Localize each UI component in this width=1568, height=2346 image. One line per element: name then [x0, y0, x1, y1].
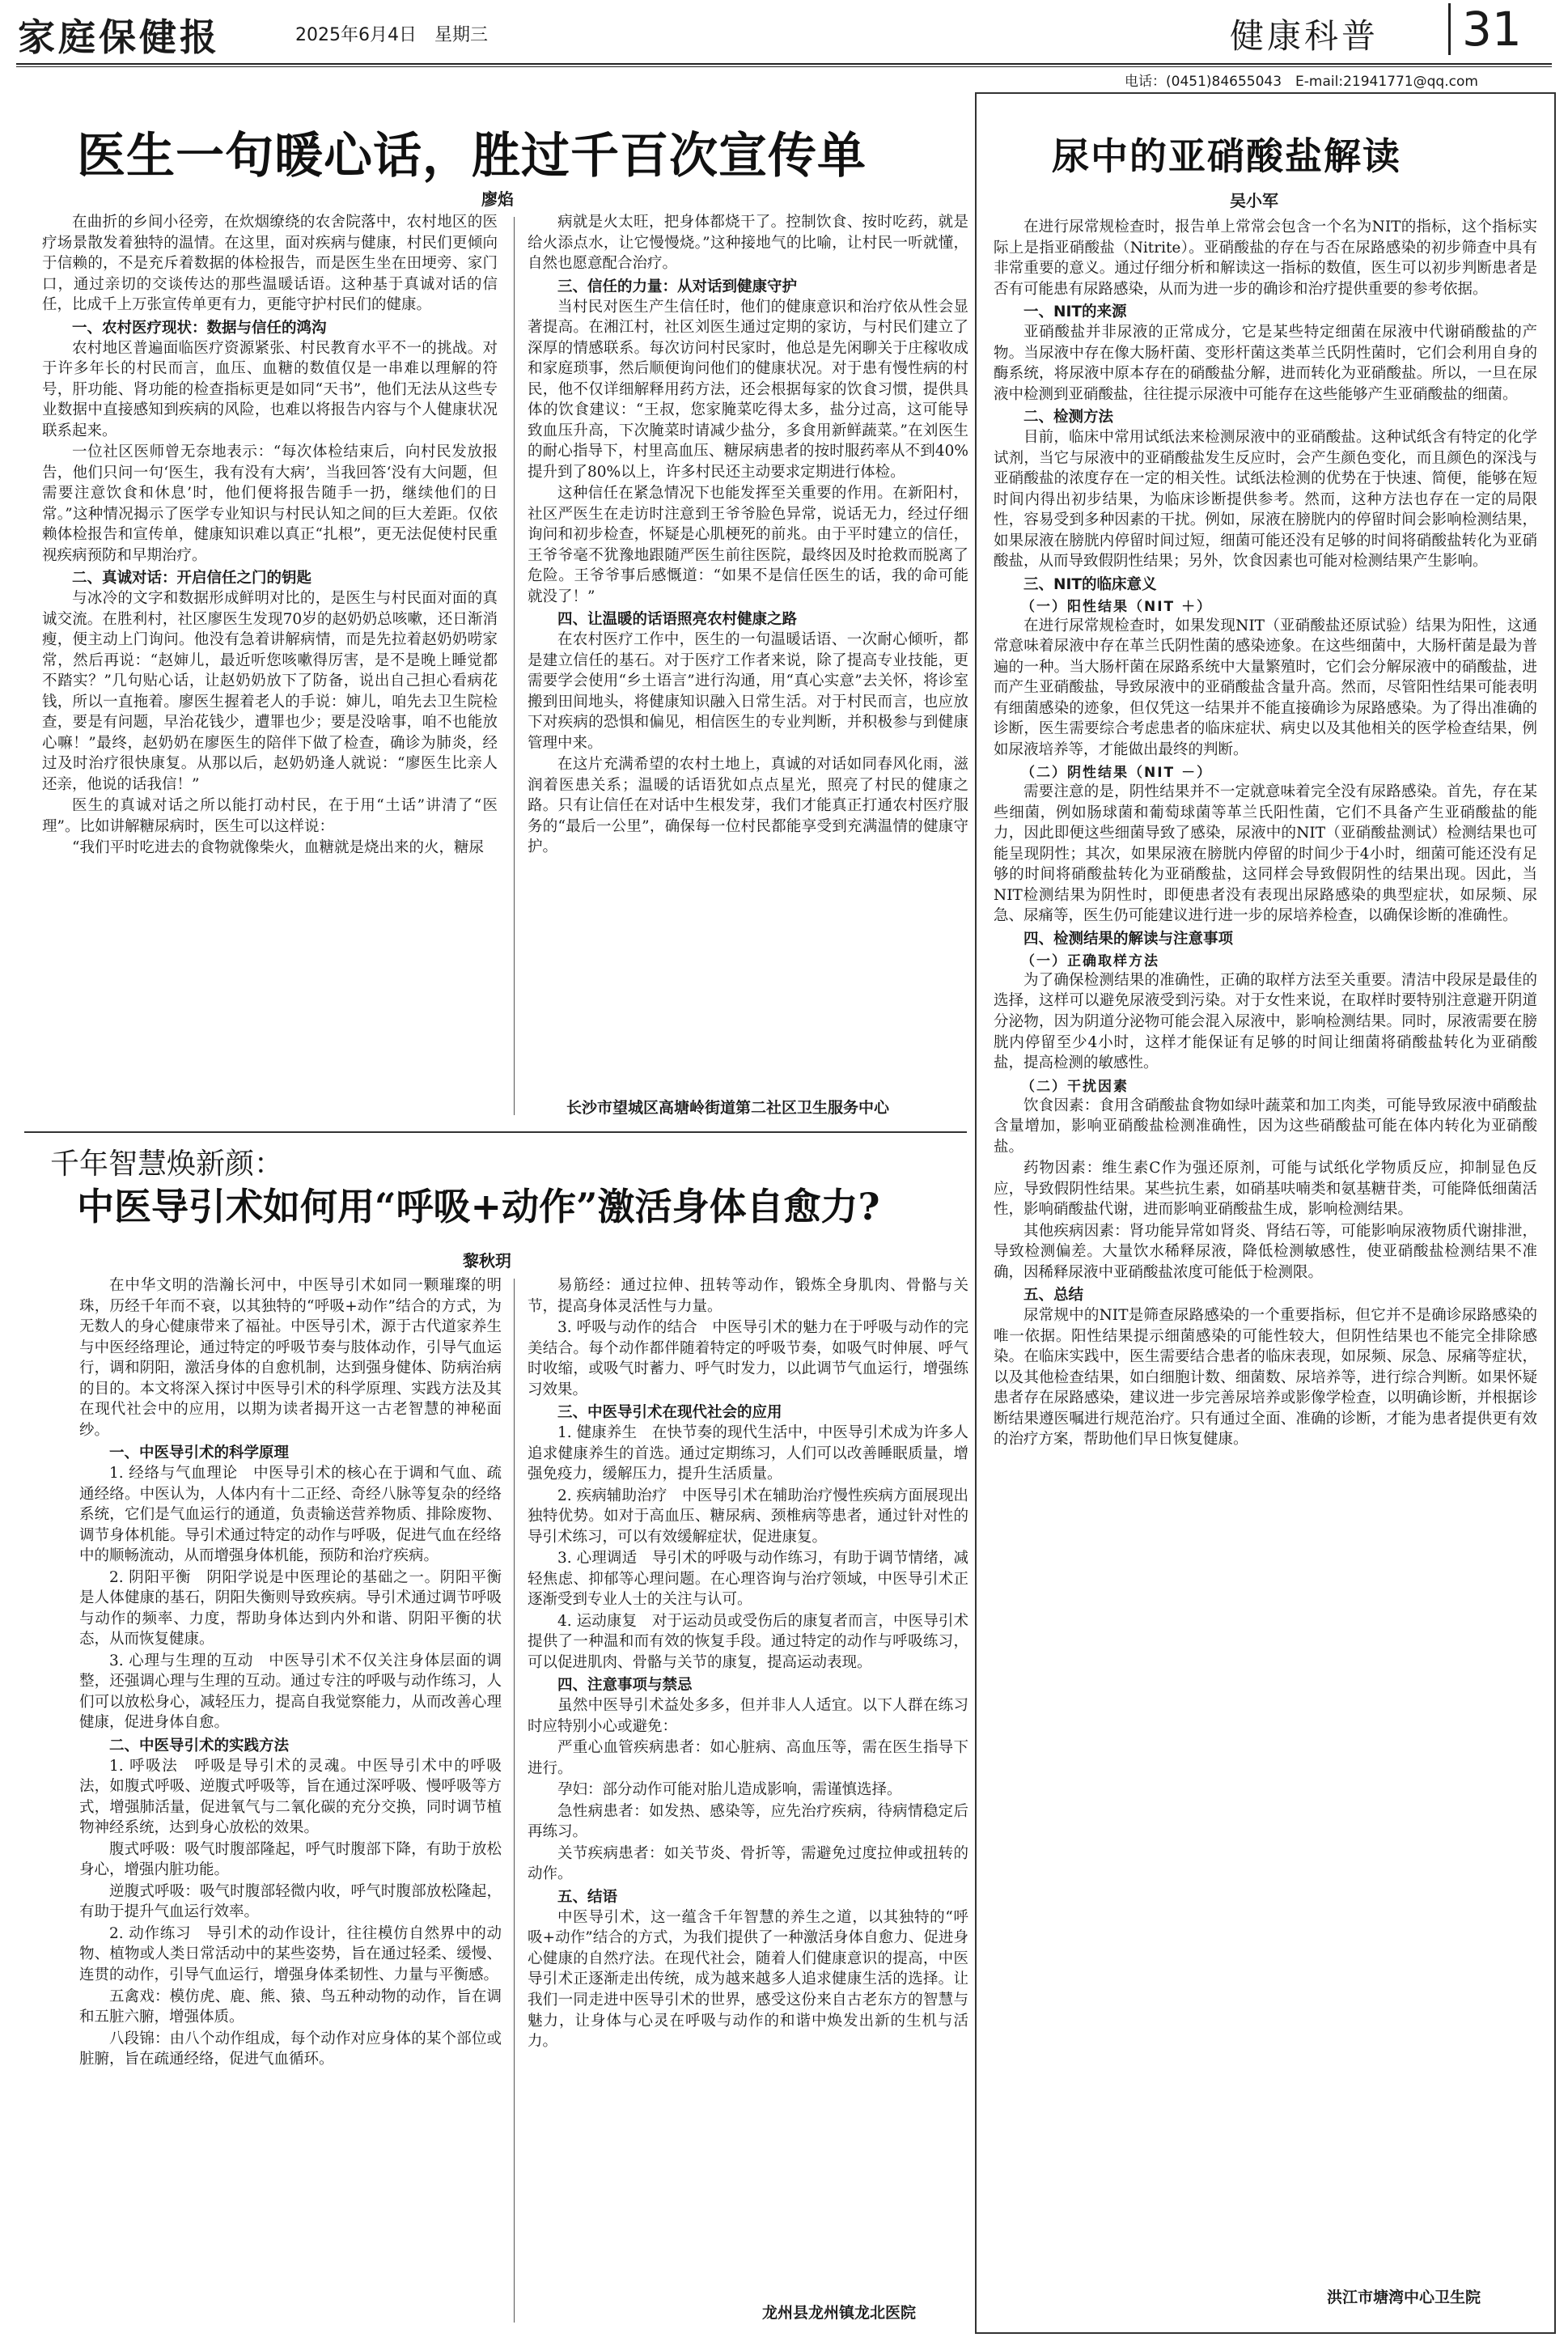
- paragraph: 五禽戏：模仿虎、鹿、熊、猿、鸟五种动物的动作，旨在调和五脏六腑，增强体质。: [79, 1988, 502, 2026]
- section-heading: （二）阴性结果（NIT －）: [1021, 765, 1213, 782]
- paragraph: 2. 动作练习 导引术的动作设计，往往模仿自然界中的动物、植物或人类日常活动中的某些姿势，旨在通过轻柔、缓慢、连贯的动作，引导气血运行，增强身体柔韧性、力量与平衡感。: [79, 1924, 502, 1983]
- paragraph: 目前，临床中常用试纸法来检测尿液中的亚硝酸盐。这种试纸含有特定的化学试剂，当它与尿液中的亚硝酸盐发生反应时，会产生颜色变化，而且颜色的深浅与亚硝酸盐的浓度存在一定的相关性。试纸法检测的优势在于快速、简便，能够在短时间内得出初步结果，为临床诊断提供参考。然而，这种方法也存在一定的局限性，容易受到多种因素的干扰。例如，尿液在膀胱内的停留时间会影响检测结果，如果尿液在膀胱内停留时间过短，细菌可能还没有足够的时间将硝酸盐转化为亚硝酸盐，从而导致假阴性结果；另外，饮食因素也可能对检测结果产生影响。: [994, 429, 1537, 571]
- paragraph: 严重心血管疾病患者：如心脏病、高血压等，需在医生指导下进行。: [528, 1739, 968, 1777]
- paragraph: 其他疾病因素：肾功能异常如肾炎、肾结石等，可能影响尿液物质代谢排泄，导致检测偏差。大量饮水稀释尿液，降低检测敏感性，使亚硝酸盐检测结果不准确，因稀释尿液中亚硝酸盐浓度可能低于检测限。: [994, 1222, 1537, 1281]
- section-heading: 二、检测方法: [1023, 409, 1114, 426]
- paragraph: 需要注意的是，阴性结果并不一定就意味着完全没有尿路感染。首先，存在某些细菌，例如肠球菌和葡萄球菌等革兰氏阳性菌，它们不具备产生亚硝酸盐的能力，因此即便这些细菌导致了感染，尿液中的NIT（亚硝酸盐测试）检测结果也可能呈现阴性；其次，如果尿液在膀胱内停留的时间少于4小时，细菌可能还没有足够的时间将硝酸盐转化为亚硝酸盐，这同样会导致假阴性的结果出现。因此，当NIT检测结果为阴性时，即便患者没有表现出尿路感染的典型症状，如尿频、尿急、尿痛等，医生仍可能建议进行进一步的尿培养检查，以确保诊断的准确性。: [994, 783, 1537, 925]
- article3-title: 尿中的亚硝酸盐解读: [1052, 134, 1401, 178]
- paragraph: 饮食因素：食用含硝酸盐食物如绿叶蔬菜和加工肉类，可能导致尿液中硝酸盐含量增加，影响亚硝酸盐检测准确性，因为这些硝酸盐可能在体内转化为亚硝酸盐。: [994, 1097, 1537, 1156]
- article1-author: 廖焰: [481, 189, 514, 209]
- issue-date: 2025年6月4日 星期三: [295, 25, 488, 45]
- section-heading: 四、让温暖的话语照亮农村健康之路: [557, 611, 798, 629]
- section-heading: （二）干扰因素: [1021, 1078, 1129, 1095]
- masthead: [0, 0, 1568, 65]
- section-heading: （一）正确取样方法: [1021, 952, 1159, 969]
- paragraph: 虽然中医导引术益处多多，但并非人人适宜。以下人群在练习时应特别小心或避免：: [528, 1697, 968, 1735]
- paper-name: 家庭保健报: [18, 15, 220, 59]
- article1-column-rule: [514, 217, 515, 1115]
- paragraph: 1. 经络与气血理论 中医导引术的核心在于调和气血、疏通经络。中医认为，人体内有十二正经、奇经八脉等复杂的经络系统，它们是气血运行的通道，负责输送营养物质、排除废物、调节身体机能。导引术通过特定的动作与呼吸，促进气血在经络中的顺畅流动，从而增强身体机能，预防和治疗疾病。: [79, 1465, 502, 1565]
- paragraph: 这种信任在紧急情况下也能发挥至关重要的作用。在新阳村，社区严医生在走访时注意到王爷爷脸色异常，说话无力，经过仔细询问和初步检查，怀疑是心肌梗死的前兆。由于平时建立的信任，王爷爷毫不犹豫地跟随严医生前往医院，最终因及时抢救而脱离了危险。王爷爷事后感慨道：“如果不是信任医生的话，我的命可能就没了！”: [528, 485, 968, 605]
- paragraph: 当村民对医生产生信任时，他们的健康意识和治疗依从性会显著提高。在湘江村，社区刘医生通过定期的家访，与村民们建立了深厚的情感联系。每次访问村民家时，他总是先闲聊关于庄稼收成和家庭琐事，然后顺便询问他们的健康状况。对于患有慢性病的村民，他不仅详细解释用药方法，还会根据每家的饮食习惯，提供具体的饮食建议：“王叔，您家腌菜吃得太多，盐分过高，这可能导致血压升高，下次腌菜时请减少盐分，多食用新鲜蔬菜。”在刘医生的耐心指导下，村里高血压、糖尿病患者的按时服药率从不到40%提升到了80%以上，许多村民还主动要求定期进行体检。: [528, 298, 968, 481]
- paragraph: 一位社区医师曾无奈地表示：“每次体检结束后，向村民发放报告，他们只问一句‘医生，我有没有大病’，当我回答‘没有大问题，但需要注意饮食和休息’时，他们便将报告随手一扔，继续他们的日常。”这种情况揭示了医学专业知识与村民认知之间的巨大差距。仅依赖体检报告和宣传单，健康知识难以真正“扎根”，更无法促使村民重视疾病预防和早期治疗。: [42, 443, 498, 564]
- section-heading: 一、NIT的来源: [1023, 303, 1127, 321]
- paragraph: 在农村医疗工作中，医生的一句温暖话语、一次耐心倾听，都是建立信任的基石。对于医疗工作者来说，除了提高专业技能，更需要学会使用“乡土语言”进行沟通，用“真心实意”去关怀，将诊室搬到田间地头，将健康知识融入日常生活。对于村民而言，也应放下对疾病的恐惧和偏见，相信医生的专业判断，并积极参与到健康管理中来。: [528, 631, 968, 752]
- paragraph: 急性病患者：如发热、感染等，应先治疗疾病，待病情稳定后再练习。: [528, 1802, 968, 1841]
- paragraph: 农村地区普遍面临医疗资源紧张、村民教育水平不一的挑战。对于许多年长的村民而言，血压、血糖的数值仅是一串难以理解的符号，肝功能、肾功能的检查指标更是如同“天书”，他们无法从这些专业数据中直接感知到疾病的风险，也难以将报告内容与个人健康状况联系起来。: [42, 339, 498, 439]
- masthead-rule: [16, 63, 1552, 67]
- paragraph: 中医导引术，这一蕴含千年智慧的养生之道，以其独特的“呼吸+动作”结合的方式，为我们提供了一种激活身体自愈力、促进身心健康的自然疗法。在现代社会，随着人们健康意识的提高，中医导引术正逐渐走出传统，成为越来越多人追求健康生活的选择。让我们一同走进中医导引术的世界，感受这份来自古老东方的智慧与魅力，让身体与心灵在呼吸与动作的和谐中焕发出新的生机与活力。: [528, 1908, 968, 2051]
- paragraph: 在进行尿常规检查时，报告单上常常会包含一个名为NIT的指标，这个指标实际上是指亚硝酸盐（Nitrite）。亚硝酸盐的存在与否在尿路感染的初步筛查中具有非常重要的意义。通过仔细分析和解读这一指标的数值，医生可以初步判断患者是否有可能患有尿路感染，从而为进一步的确诊和治疗提供重要的参考依据。: [994, 218, 1537, 298]
- paragraph: 亚硝酸盐并非尿液的正常成分，它是某些特定细菌在尿液中代谢硝酸盐的产物。当尿液中存在像大肠杆菌、变形杆菌这类革兰氏阴性菌时，它们会利用自身的酶系统，将尿液中原本存在的硝酸盐分解，进而转化为亚硝酸盐。所以，一旦在尿液中检测到亚硝酸盐，往往提示尿液中可能存在这些能够产生亚硝酸盐的细菌。: [994, 324, 1537, 403]
- article2-author: 黎秋玥: [463, 1251, 511, 1271]
- paragraph: 药物因素：维生素C作为强还原剂，可能与试纸化学物质反应，抑制显色反应，导致假阴性结果。某些抗生素，如硝基呋喃类和氨基糖苷类，可能降低细菌活性，影响硝酸盐代谢，进而影响亚硝酸盐生成，影响检测结果。: [994, 1160, 1537, 1219]
- article3-signature: 洪江市塘湾中心卫生院: [1327, 2289, 1481, 2306]
- paragraph: 1. 健康养生 在快节奏的现代生活中，中医导引术成为许多人追求健康养生的首选。通过定期练习，人们可以改善睡眠质量，增强免疫力，缓解压力，提升生活质量。: [528, 1424, 968, 1483]
- article1-col2: [528, 212, 968, 1090]
- section-heading: 四、注意事项与禁忌: [557, 1677, 693, 1695]
- article-divider: [24, 1131, 967, 1133]
- paragraph: 在这片充满希望的农村土地上，真诚的对话如同春风化雨，滋润着医患关系；温暖的话语犹如点点星光，照亮了村民的健康之路。只有让信任在对话中生根发芽，我们才能真正打通农村医疗服务的“最后一公里”，确保每一位村民都能享受到充满温情的健康守护。: [528, 756, 968, 856]
- section-heading: 二、中医导引术的实践方法: [109, 1737, 290, 1754]
- paragraph: 为了确保检测结果的准确性，正确的取样方法至关重要。清洁中段尿是最佳的选择，这样可以避免尿液受到污染。对于女性来说，在取样时要特别注意避开阴道分泌物，因为阴道分泌物可能会混入尿液中，影响检测结果。同时，尿液需要在膀胱内停留至少4小时，这样才能保证有足够的时间让细菌将硝酸盐转化为亚硝酸盐，提高检测的敏感性。: [994, 971, 1537, 1072]
- article3-body: [994, 217, 1537, 2276]
- paragraph: 腹式呼吸：吸气时腹部隆起，呼气时腹部下降，有助于放松身心，增强内脏功能。: [79, 1840, 502, 1879]
- paragraph: 关节疾病患者：如关节炎、骨折等，需避免过度拉伸或扭转的动作。: [528, 1844, 968, 1883]
- paragraph: “我们平时吃进去的食物就像柴火，血糖就是烧出来的火，糖尿: [72, 839, 484, 857]
- article2-title: 中医导引术如何用“呼吸+动作”激活身体自愈力?: [77, 1185, 880, 1228]
- article2-kicker: 千年智慧焕新颜：: [50, 1148, 284, 1181]
- paragraph: 孕妇：部分动作可能对胎儿造成影响，需谨慎选择。: [557, 1781, 902, 1799]
- article1-col1: [42, 212, 498, 1121]
- section-heading: 五、总结: [1023, 1287, 1084, 1305]
- section-heading: 二、真诚对话：开启信任之门的钥匙: [72, 570, 312, 588]
- article1-title: 医生一句暖心话，胜过千百次宣传单: [77, 128, 867, 185]
- paragraph: 尿常规中的NIT是筛查尿路感染的一个重要指标，但它并不是确诊尿路感染的唯一依据。阳性结果提示细菌感染的可能性较大，但阴性结果也不能完全排除感染。在临床实践中，医生需要结合患者的临床表现，如尿频、尿急、尿痛等症状，以及其他检查结果，如白细胞计数、细菌数、尿培养等，进行综合判断。如果怀疑患者存在尿路感染，建议进一步完善尿培养或影像学检查，以明确诊断，并根据诊断结果遵医嘱进行规范治疗。只有通过全面、准确的诊断，才能为患者提供更有效的治疗方案，帮助他们早日恢复健康。: [994, 1307, 1537, 1449]
- section-heading: 四、检测结果的解读与注意事项: [1023, 930, 1234, 948]
- paragraph: 2. 阴阳平衡 阴阳学说是中医理论的基础之一。阴阳平衡是人体健康的基石，阴阳失衡则导致疾病。导引术通过调节呼吸与动作的频率、力度，帮助身体达到内外和谐、阴阳平衡的状态，从而恢复健康。: [79, 1568, 502, 1648]
- paragraph: 3. 心理调适 导引术的呼吸与动作练习，有助于调节情绪，减轻焦虑、抑郁等心理问题。在心理咨询与治疗领域，中医导引术正逐渐受到专业人士的关注与认可。: [528, 1550, 968, 1609]
- article2-col2: [528, 1275, 968, 2291]
- paragraph: 3. 心理与生理的互动 中医导引术不仅关注身体层面的调整，还强调心理与生理的互动。通过专注的呼吸与动作练习，人们可以放松身心，减轻压力，提高自我觉察能力，从而改善心理健康，促进身体自愈。: [79, 1652, 502, 1732]
- paragraph: 3. 呼吸与动作的结合 中医导引术的魅力在于呼吸与动作的完美结合。每个动作都伴随着特定的呼吸节奏，如吸气时伸展、呼气时收缩，或吸气时蓄力、呼气时发力，以此调节气血运行，增强练习效果。: [528, 1319, 968, 1398]
- section-heading: 五、结语: [557, 1888, 618, 1906]
- paragraph: 八段锦：由八个动作组成，每个动作对应身体的某个部位或脏腑，旨在疏通经络，促进气血循环。: [79, 2030, 502, 2068]
- section-heading: 一、农村医疗现状：数据与信任的鸿沟: [72, 319, 327, 337]
- paragraph: 病就是火太旺，把身体都烧干了。控制饮食、按时吃药，就是给火添点水，让它慢慢烧。”这种接地气的比喻，让村民一听就懂，自然也愿意配合治疗。: [528, 214, 968, 273]
- article2-column-rule: [514, 1279, 515, 2323]
- paragraph: 4. 运动康复 对于运动员或受伤后的康复者而言，中医导引术提供了一种温和而有效的恢复手段。通过特定的动作与呼吸练习，可以促进肌肉、骨骼与关节的康复，提高运动表现。: [528, 1612, 968, 1671]
- article2-signature: 龙州县龙州镇龙北医院: [762, 2304, 917, 2322]
- article3-author: 吴小军: [1230, 191, 1278, 210]
- paragraph: 医生的真诚对话之所以能打动村民，在于用“土话”讲清了“医理”。比如讲解糖尿病时，医生可以这样说：: [42, 797, 498, 835]
- paragraph: 在进行尿常规检查时，如果发现NIT（亚硝酸盐还原试验）结果为阳性，这通常意味着尿液中存在革兰氏阴性菌的感染迹象。在这些细菌中，大肠杆菌是最为普遍的一种。当大肠杆菌在尿路系统中大量繁殖时，它们会分解尿液中的硝酸盐，进而产生亚硝酸盐，导致尿液中的亚硝酸盐含量升高。然而，尽管阳性结果可能表明有细菌感染的迹象，但仅凭这一结果并不能直接确诊为尿路感染。为了得出准确的诊断，医生需要综合考虑患者的临床症状、病史以及其他相关的医学检查结果，例如尿液培养等，才能做出最终的判断。: [994, 617, 1537, 758]
- section-heading: 三、NIT的临床意义: [1023, 575, 1157, 593]
- section-heading: 一、中医导引术的科学原理: [109, 1445, 290, 1462]
- article2-col1: [79, 1275, 502, 2329]
- paragraph: 与冰冷的文字和数据形成鲜明对比的，是医生与村民面对面的真诚交流。在胜利村，社区廖医生发现70岁的赵奶奶总咳嗽，还日渐消瘦，便主动上门询问。他没有急着讲解病情，而是先拉着赵奶奶唠家常，然后再说：“赵婶儿，最近听您咳嗽得厉害，是不是晚上睡觉都不踏实？”几句贴心话，让赵奶奶放下了防备，说出自己担心看病花钱，所以一直拖着。廖医生握着老人的手说：婶儿，咱先去卫生院检查，要是有问题，早治花钱少，遭罪也少；要是没啥事，咱不也能放心嘛！”最终，赵奶奶在廖医生的陪伴下做了检查，确诊为肺炎，经过及时治疗很快康复。从那以后，赵奶奶逢人就说：“廖医生比亲人还亲，他说的话我信！”: [42, 590, 498, 793]
- paragraph: 在中华文明的浩瀚长河中，中医导引术如同一颗璀璨的明珠，历经千年而不衰，以其独特的“呼吸+动作”结合的方式，为无数人的身心健康带来了福祉。中医导引术，源于古代道家养生与中医经络理论，通过特定的呼吸节奏与肢体动作，引导气血运行，调和阴阳，激活身体的自愈机制，达到强身健体、防病治病的目的。本文将深入探讨中医导引术的科学原理、实践方法及其在现代社会中的应用，以期为读者揭开这一古老智慧的神秘面纱。: [79, 1277, 502, 1439]
- paragraph: 2. 疾病辅助治疗 中医导引术在辅助治疗慢性疾病方面展现出独特优势。如对于高血压、糖尿病、颈椎病等患者，通过针对性的导引术练习，可以有效缓解症状，促进康复。: [528, 1487, 968, 1546]
- page-number: 31: [1448, 3, 1522, 55]
- section-title: 健康科普: [1230, 16, 1379, 56]
- paragraph: 易筋经：通过拉伸、扭转等动作，锻炼全身肌肉、骨骼与关节，提高身体灵活性与力量。: [528, 1277, 968, 1315]
- section-heading: 三、中医导引术在现代社会的应用: [557, 1404, 782, 1422]
- section-heading: 三、信任的力量：从对话到健康守护: [557, 278, 798, 295]
- article1-signature: 长沙市望城区高塘岭街道第二社区卫生服务中心: [566, 1099, 890, 1117]
- paragraph: 在曲折的乡间小径旁，在炊烟缭绕的农舍院落中，农村地区的医疗场景散发着独特的温情。在这里，面对疾病与健康，村民们更倾向于信赖的，不是充斥着数据的体检报告，而是医生坐在田埂旁、家门口，通过亲切的交谈传达的那些温暖话语。这种基于真诚对话的信任，比成千上万张宣传单更有力，更能守护村民们的健康。: [42, 214, 498, 314]
- paragraph: 1. 呼吸法 呼吸是导引术的灵魂。中医导引术中的呼吸法，如腹式呼吸、逆腹式呼吸等，旨在通过深呼吸、慢呼吸等方式，增强肺活量，促进氧气与二氧化碳的充分交换，同时调节植物神经系统，达到身心放松的效果。: [79, 1757, 502, 1837]
- paragraph: 逆腹式呼吸：吸气时腹部轻微内收，呼气时腹部放松隆起，有助于提升气血运行效率。: [79, 1882, 502, 1921]
- contact-info: 电话：(0451)84655043 E-mail:21941771@qq.com: [1125, 74, 1478, 90]
- section-heading: （一）阳性结果（NIT ＋）: [1021, 598, 1213, 615]
